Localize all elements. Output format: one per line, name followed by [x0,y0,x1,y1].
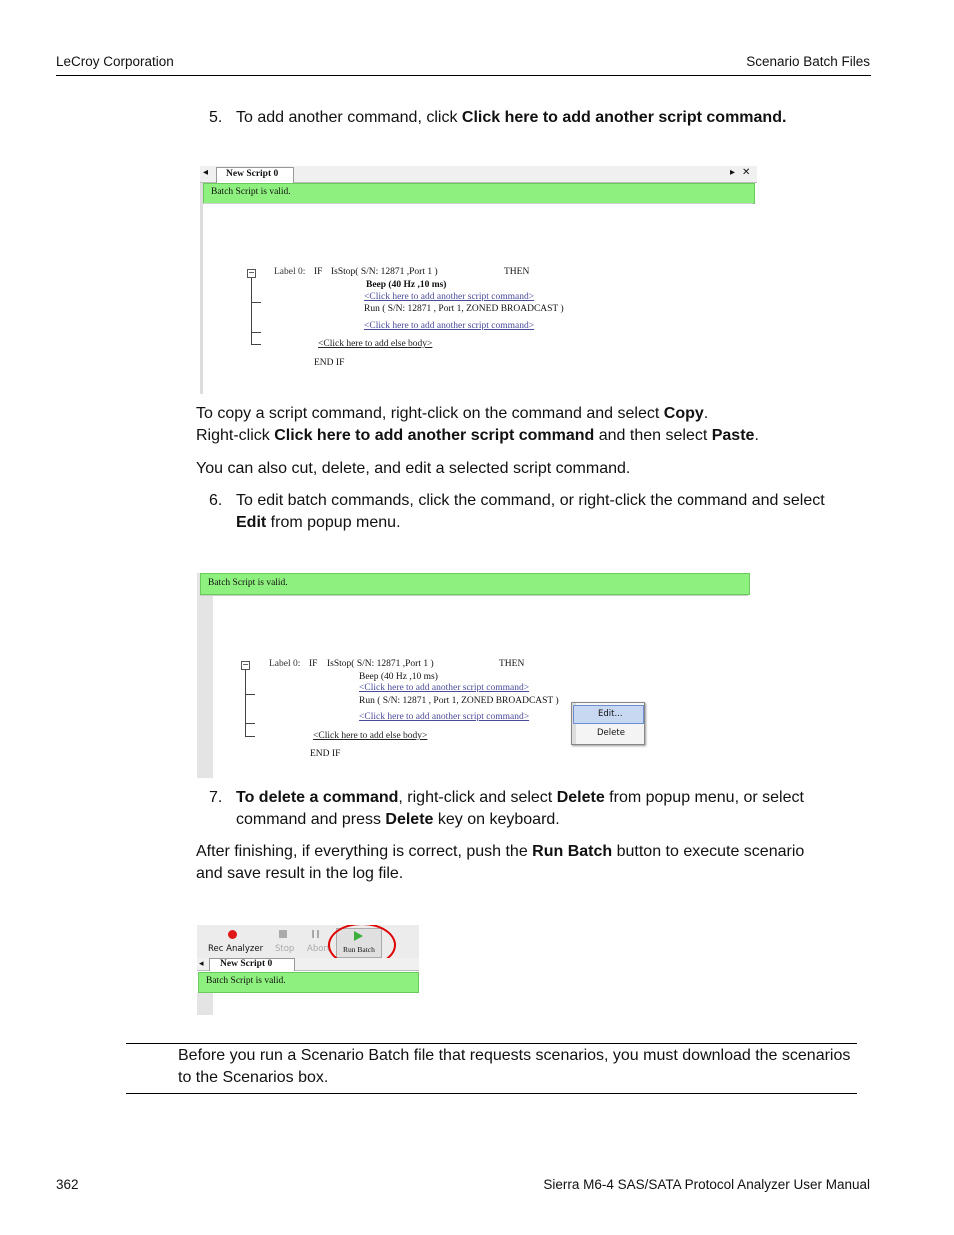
step-6-line-2: Edit from popup menu. [236,514,401,531]
run-batch-button[interactable]: Run Batch [336,928,382,958]
tab-right-arrow-icon[interactable]: ▸ [730,167,736,178]
valid-status-bar: Batch Script is valid. [198,972,419,993]
step-6-line-1: To edit batch commands, click the command, or right-click the command and select [236,492,825,509]
condition-command[interactable]: IsStop( S/N: 12871 ,Port 1 ) [327,659,434,669]
add-command-link-1[interactable]: <Click here to add another script command> [364,292,535,302]
valid-status-bar: Batch Script is valid. [200,573,750,595]
context-menu [571,702,645,745]
toolbar [197,925,419,958]
footer-title: Sierra M6-4 SAS/SATA Protocol Analyzer User Manual [543,1177,870,1192]
add-command-link-2[interactable]: <Click here to add another script command> [359,712,530,722]
collapse-icon[interactable]: − [242,660,249,669]
tab-left-arrow-icon[interactable]: ◂ [199,958,204,968]
header-right: Scenario Batch Files [746,54,870,69]
pause-icon [312,930,314,938]
beep-command[interactable]: Beep (40 Hz ,10 ms) [359,672,438,682]
run-command[interactable]: Run ( S/N: 12871 , Port 1, ZONED BROADCAST ) [359,696,559,706]
after-para-2: and save result in the log file. [196,865,404,882]
also-para: You can also cut, delete, and edit a selected script command. [196,460,631,477]
close-icon[interactable]: ✕ [742,167,751,178]
tab-left-arrow-icon[interactable]: ◂ [203,167,209,178]
step-6-number: 6. [209,492,223,509]
run-command[interactable]: Run ( S/N: 12871 , Port 1, ZONED BROADCAST ) [364,304,564,314]
valid-status-bar: Batch Script is valid. [203,183,755,204]
add-command-link-1[interactable]: <Click here to add another script command> [359,683,530,693]
condition-command[interactable]: IsStop( S/N: 12871 ,Port 1 ) [331,267,438,277]
step-7-line-2: command and press Delete key on keyboard. [236,811,560,828]
add-command-link-2[interactable]: <Click here to add another script command> [364,321,535,331]
script-editor-screenshot-2 [197,573,750,778]
step-5-number: 5. [209,109,223,126]
tab-new-script[interactable]: New Script 0 [209,958,295,971]
page-number: 362 [56,1177,79,1192]
collapse-icon[interactable]: − [248,268,255,277]
note-line-1: Before you run a Scenario Batch file that requests scenarios, you must download the scenarios [178,1047,851,1064]
record-icon [228,930,237,939]
header-rule [56,75,871,76]
tab-bar [200,166,757,183]
after-para-1: After finishing, if everything is correct, push the Run Batch button to execute scenario [196,843,805,860]
note-rule-top [126,1043,857,1044]
else-link[interactable]: <Click here to add else body> [313,731,428,741]
beep-command[interactable]: Beep (40 Hz ,10 ms) [366,280,447,290]
end-if: END IF [314,358,345,368]
header-left: LeCroy Corporation [56,54,174,69]
rec-analyzer-button[interactable]: Rec Analyzer [208,944,264,954]
then-keyword: THEN [504,267,530,277]
else-link[interactable]: <Click here to add else body> [318,339,433,349]
step-5-text: To add another command, click Click here to add another script command. [236,109,787,126]
note-line-2: to the Scenarios box. [178,1069,329,1086]
if-keyword: IF [314,267,323,277]
stop-icon [279,930,287,938]
step-7-line-1: To delete a command, right-click and select Delete from popup menu, or select [236,789,804,806]
copy-para-1: To copy a script command, right-click on the command and select Copy. [196,405,709,422]
menu-item-edit[interactable]: Edit... [573,705,644,724]
copy-para-2: Right-click Click here to add another script command and then select Paste. [196,427,759,444]
then-keyword: THEN [499,659,525,669]
label-0: Label 0: [269,659,301,669]
tab-new-script[interactable]: New Script 0 [216,167,294,183]
toolbar-screenshot [197,925,419,1015]
script-editor-screenshot-1 [200,166,757,394]
step-7-number: 7. [209,789,223,806]
abort-button[interactable]: Abort [307,944,331,954]
stop-button[interactable]: Stop [275,944,295,954]
if-keyword: IF [309,659,318,669]
menu-item-delete[interactable]: Delete [597,728,625,738]
end-if: END IF [310,749,341,759]
note-rule-bottom [126,1093,857,1094]
label-0: Label 0: [274,267,306,277]
